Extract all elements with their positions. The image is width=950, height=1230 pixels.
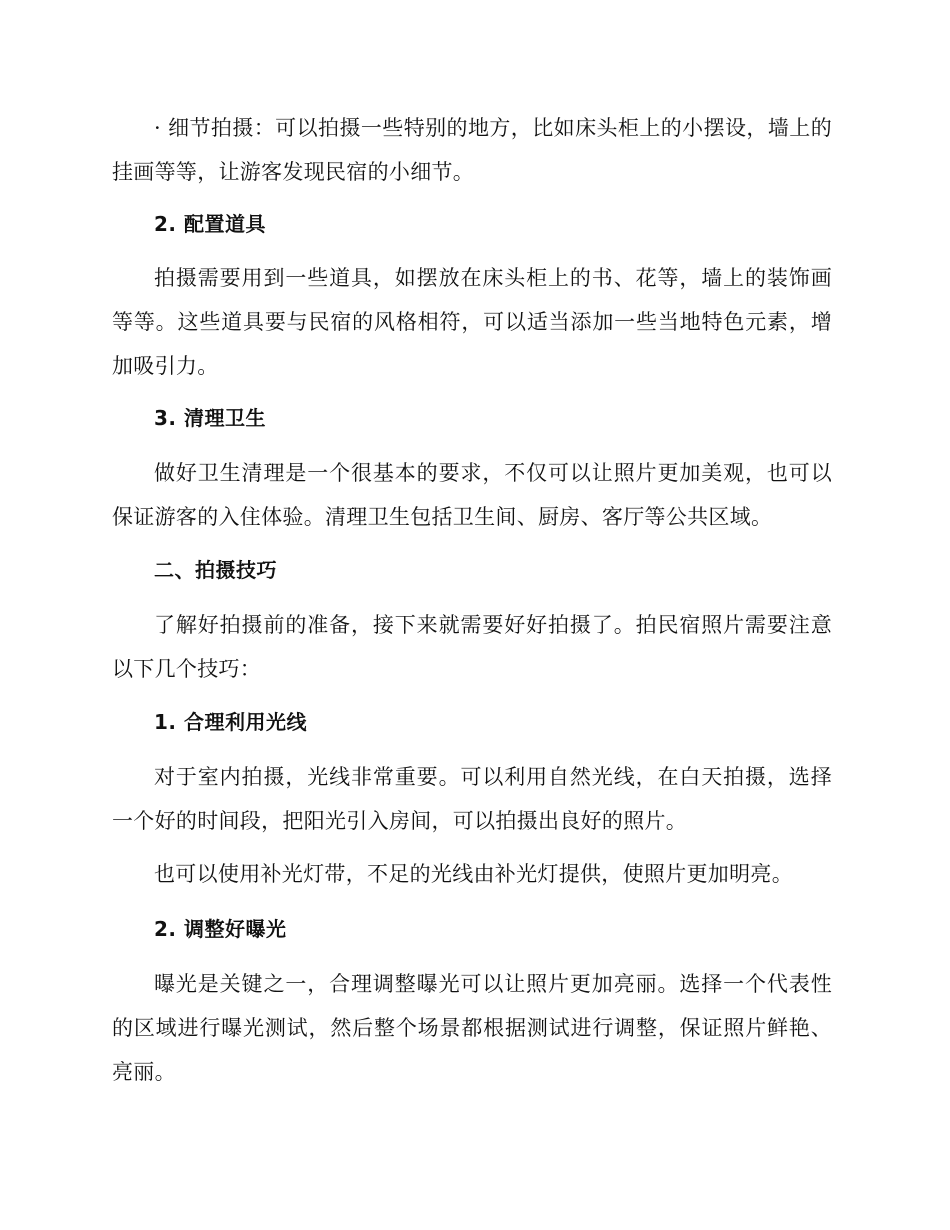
paragraph-shooting-intro: 了解好拍摄前的准备，接下来就需要好好拍摄了。拍民宿照片需要注意以下几个技巧： [112,613,832,681]
heading-shooting-tips: 二、拍摄技巧 [154,558,277,582]
paragraph-lighting: 对于室内拍摄，光线非常重要。可以利用自然光线，在白天拍摄，选择一个好的时间段，把阳光引入房间，可以拍摄出良好的照片。 [112,765,832,833]
heading-props: 2. 配置道具 [154,212,266,236]
paragraph-detail-shooting: · 细节拍摄：可以拍摄一些特别的地方，比如床头柜上的小摆设，墙上的挂画等等，让游客发现民宿的小细节。 [112,116,832,184]
paragraph-cleaning: 做好卫生清理是一个很基本的要求，不仅可以让照片更加美观，也可以保证游客的入住体验。清理卫生包括卫生间、厨房、客厅等公共区域。 [112,461,832,529]
heading-exposure: 2. 调整好曝光 [154,917,287,941]
heading-lighting: 1. 合理利用光线 [154,710,307,734]
paragraph-props: 拍摄需要用到一些道具，如摆放在床头柜上的书、花等，墙上的装饰画等等。这些道具要与民宿的风格相符，可以适当添加一些当地特色元素，增加吸引力。 [112,266,832,378]
heading-cleaning: 3. 清理卫生 [154,406,266,430]
paragraph-exposure: 曝光是关键之一，合理调整曝光可以让照片更加亮丽。选择一个代表性的区域进行曝光测试，然后整个场景都根据测试进行调整，保证照片鲜艳、亮丽。 [112,972,832,1084]
paragraph-fill-light: 也可以使用补光灯带，不足的光线由补光灯提供，使照片更加明亮。 [154,862,793,886]
